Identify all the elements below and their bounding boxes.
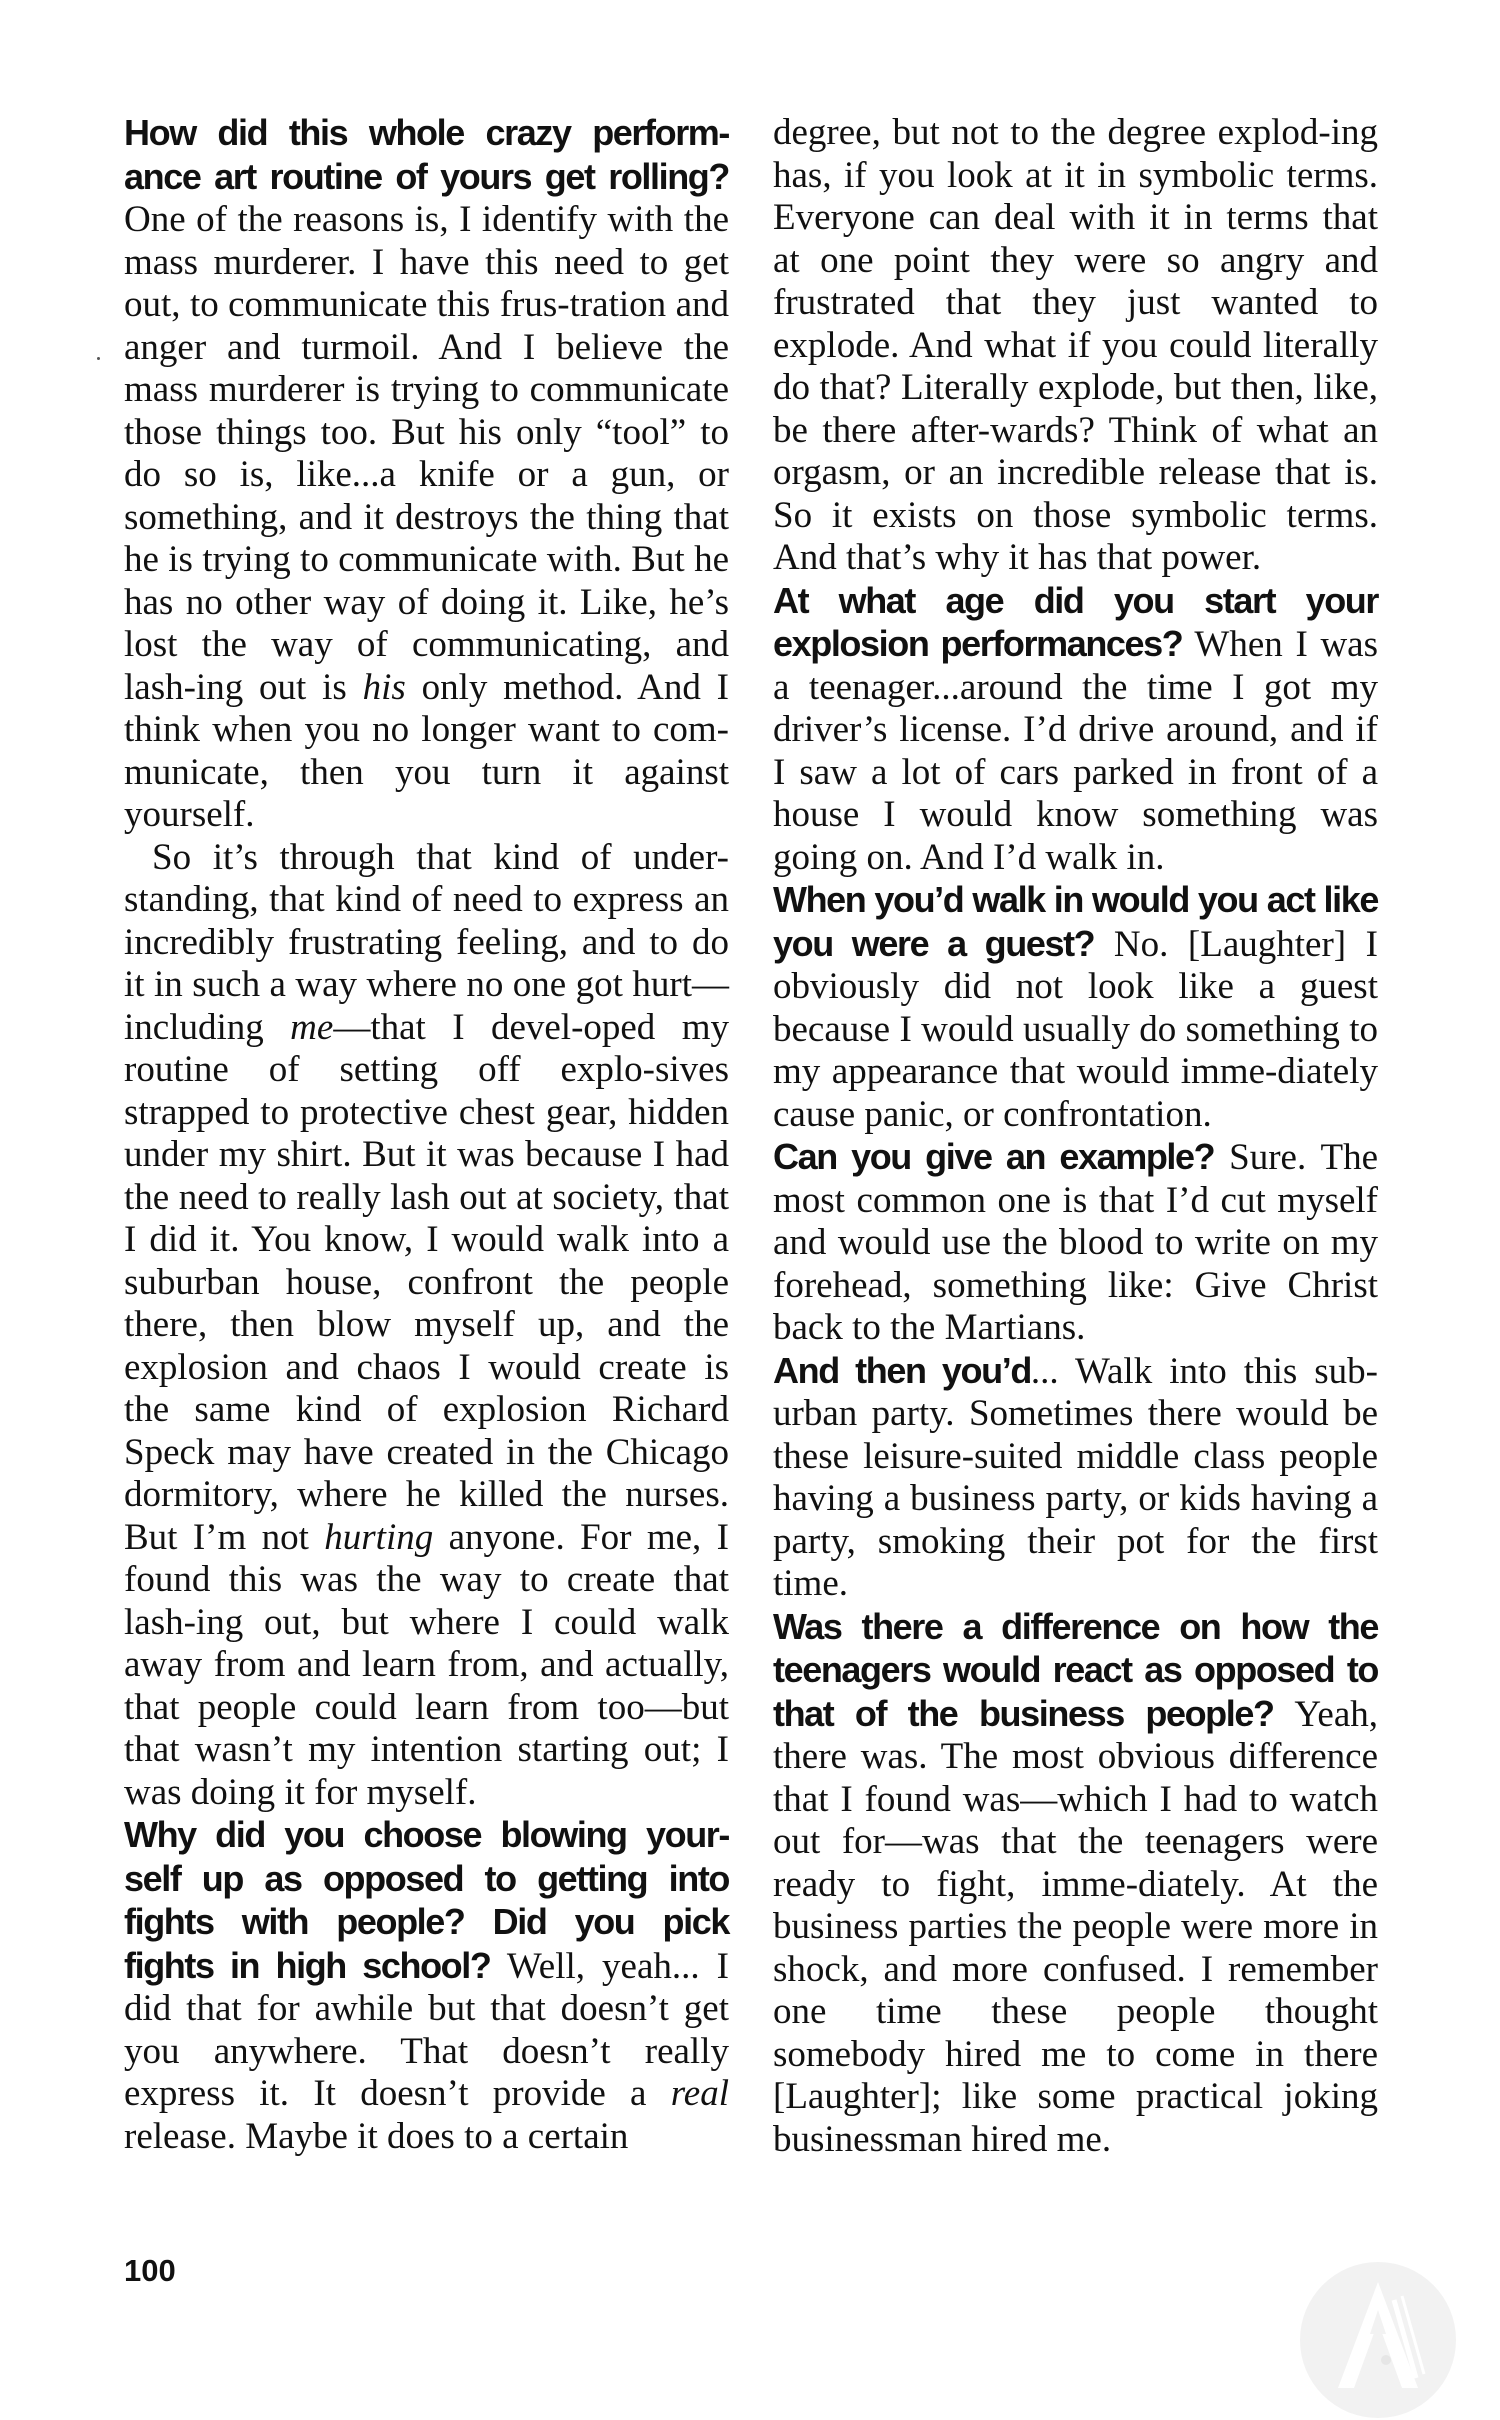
paragraph xyxy=(124,837,729,1815)
answer-emphasis: his xyxy=(362,666,406,708)
answer: only method. And I think when you no longer want to com-municate, then you turn it against yourself. xyxy=(124,666,729,835)
left-column xyxy=(124,112,729,2158)
question: Why did you choose blowing your-self up as opposed to getting into fights with people? Did you pick fights in high school? xyxy=(124,1814,729,1986)
answer: Yeah, there was. The most obvious difference that I found was—which I had to watch out for—was that the teenagers were ready to fight, imme-diately. At the business parties the people were more in shock, and more confused. I remember one time these people thought somebody hired me to come in there [Laughter]; like some practical joking businessman hired me. xyxy=(773,1693,1378,2160)
page-number: 100 xyxy=(124,2253,176,2288)
paragraph xyxy=(773,112,1378,580)
watermark-logo-icon xyxy=(1298,2260,1458,2420)
answer-emphasis: me xyxy=(290,1006,334,1048)
answer: anyone. For me, I found this was the way to create that lash-ing out, but where I could walk away from and learn from, and actually, that people could learn from too—but that wasn’t my intention starting out; I was doing it for myself. xyxy=(124,1516,729,1813)
paragraph xyxy=(773,879,1378,1136)
paragraph xyxy=(124,112,729,837)
paragraph xyxy=(773,1350,1378,1606)
answer-emphasis: real xyxy=(670,2073,729,2114)
paragraph xyxy=(124,1814,729,2158)
right-column xyxy=(773,112,1378,2161)
answer: When I was a teenager...around the time I got my driver’s license. I’d drive around, and if I saw a lot of cars parked in front of a house I would know something was going on. And I’d walk in. xyxy=(773,624,1378,878)
answer: release. Maybe it does to a certain xyxy=(124,2115,629,2157)
answer: One of the reasons is, I identify with the mass murderer. I have this need to get out, to communicate this frus-tration and anger and turmoil. And I believe the mass murderer is trying to communicate those things too. But his only “tool” to do so is, like...a knife or a gun, or something, and it destroys the thing that he is trying to communicate with. But he has no other way of doing it. Like, he’s lost the way of communicating, and lash-ing out is xyxy=(124,199,729,708)
question: At what age did you start your explosion performances? xyxy=(773,579,1378,664)
answer: ... Walk into this sub-urban party. Sometimes there would be these leisure-suited middle class people having a business party, or kids having a party, smoking their pot for the first time. xyxy=(773,1350,1378,1604)
answer: Well, yeah... I did that for awhile but that doesn’t get you anywhere. That doesn’t really express it. It doesn’t provide a xyxy=(124,1945,729,2114)
question: And then you’d xyxy=(773,1349,1031,1391)
print-speck xyxy=(97,357,100,360)
question: When you’d walk in would you act like you were a guest? xyxy=(773,879,1378,964)
question: Was there a difference on how the teenagers would react as opposed to that of the business people? xyxy=(773,1605,1378,1734)
answer: degree, but not to the degree explod-ing has, if you look at it in symbolic terms. Everyone can deal with it in terms that at one point they were so angry and frustrated that they just wanted to explode. And what if you could literally do that? Literally explode, but then, like, be there after-wards? Think of what an orgasm, or an incredible release that is. So it exists on those symbolic terms. And that’s why it has that power. xyxy=(773,112,1378,578)
question: How did this whole crazy perform-ance art routine of yours get rolling? xyxy=(124,112,729,197)
paragraph xyxy=(773,1606,1378,2162)
answer-emphasis: hurting xyxy=(324,1516,434,1558)
answer: Sure. The most common one is that I’d cut myself and would use the blood to write on my forehead, something like: Give Christ back to the Martians. xyxy=(773,1137,1378,1348)
answer: —that I devel-oped my routine of setting off explo-sives strapped to protective chest gear, hidden under my shirt. But it was because I had the need to really lash out at society, that I did it. You know, I would walk into a suburban house, confront the people there, then blow myself up, and the explosion and chaos I would create is the same kind of explosion Richard Speck may have created in the Chicago dormitory, where he killed the nurses. But I’m not xyxy=(124,1006,729,1558)
answer: No. [Laughter] I obviously did not look like a guest because I would usually do something to my appearance that would imme-diately cause panic, or confrontation. xyxy=(773,923,1378,1135)
answer: So it’s through that kind of under-standing, that kind of need to express an incredibly frustrating feeling, and to do it in such a way where no one got hurt—including xyxy=(124,836,729,1048)
question: Can you give an example? xyxy=(773,1136,1215,1177)
paragraph xyxy=(773,580,1378,880)
paragraph xyxy=(773,1136,1378,1350)
